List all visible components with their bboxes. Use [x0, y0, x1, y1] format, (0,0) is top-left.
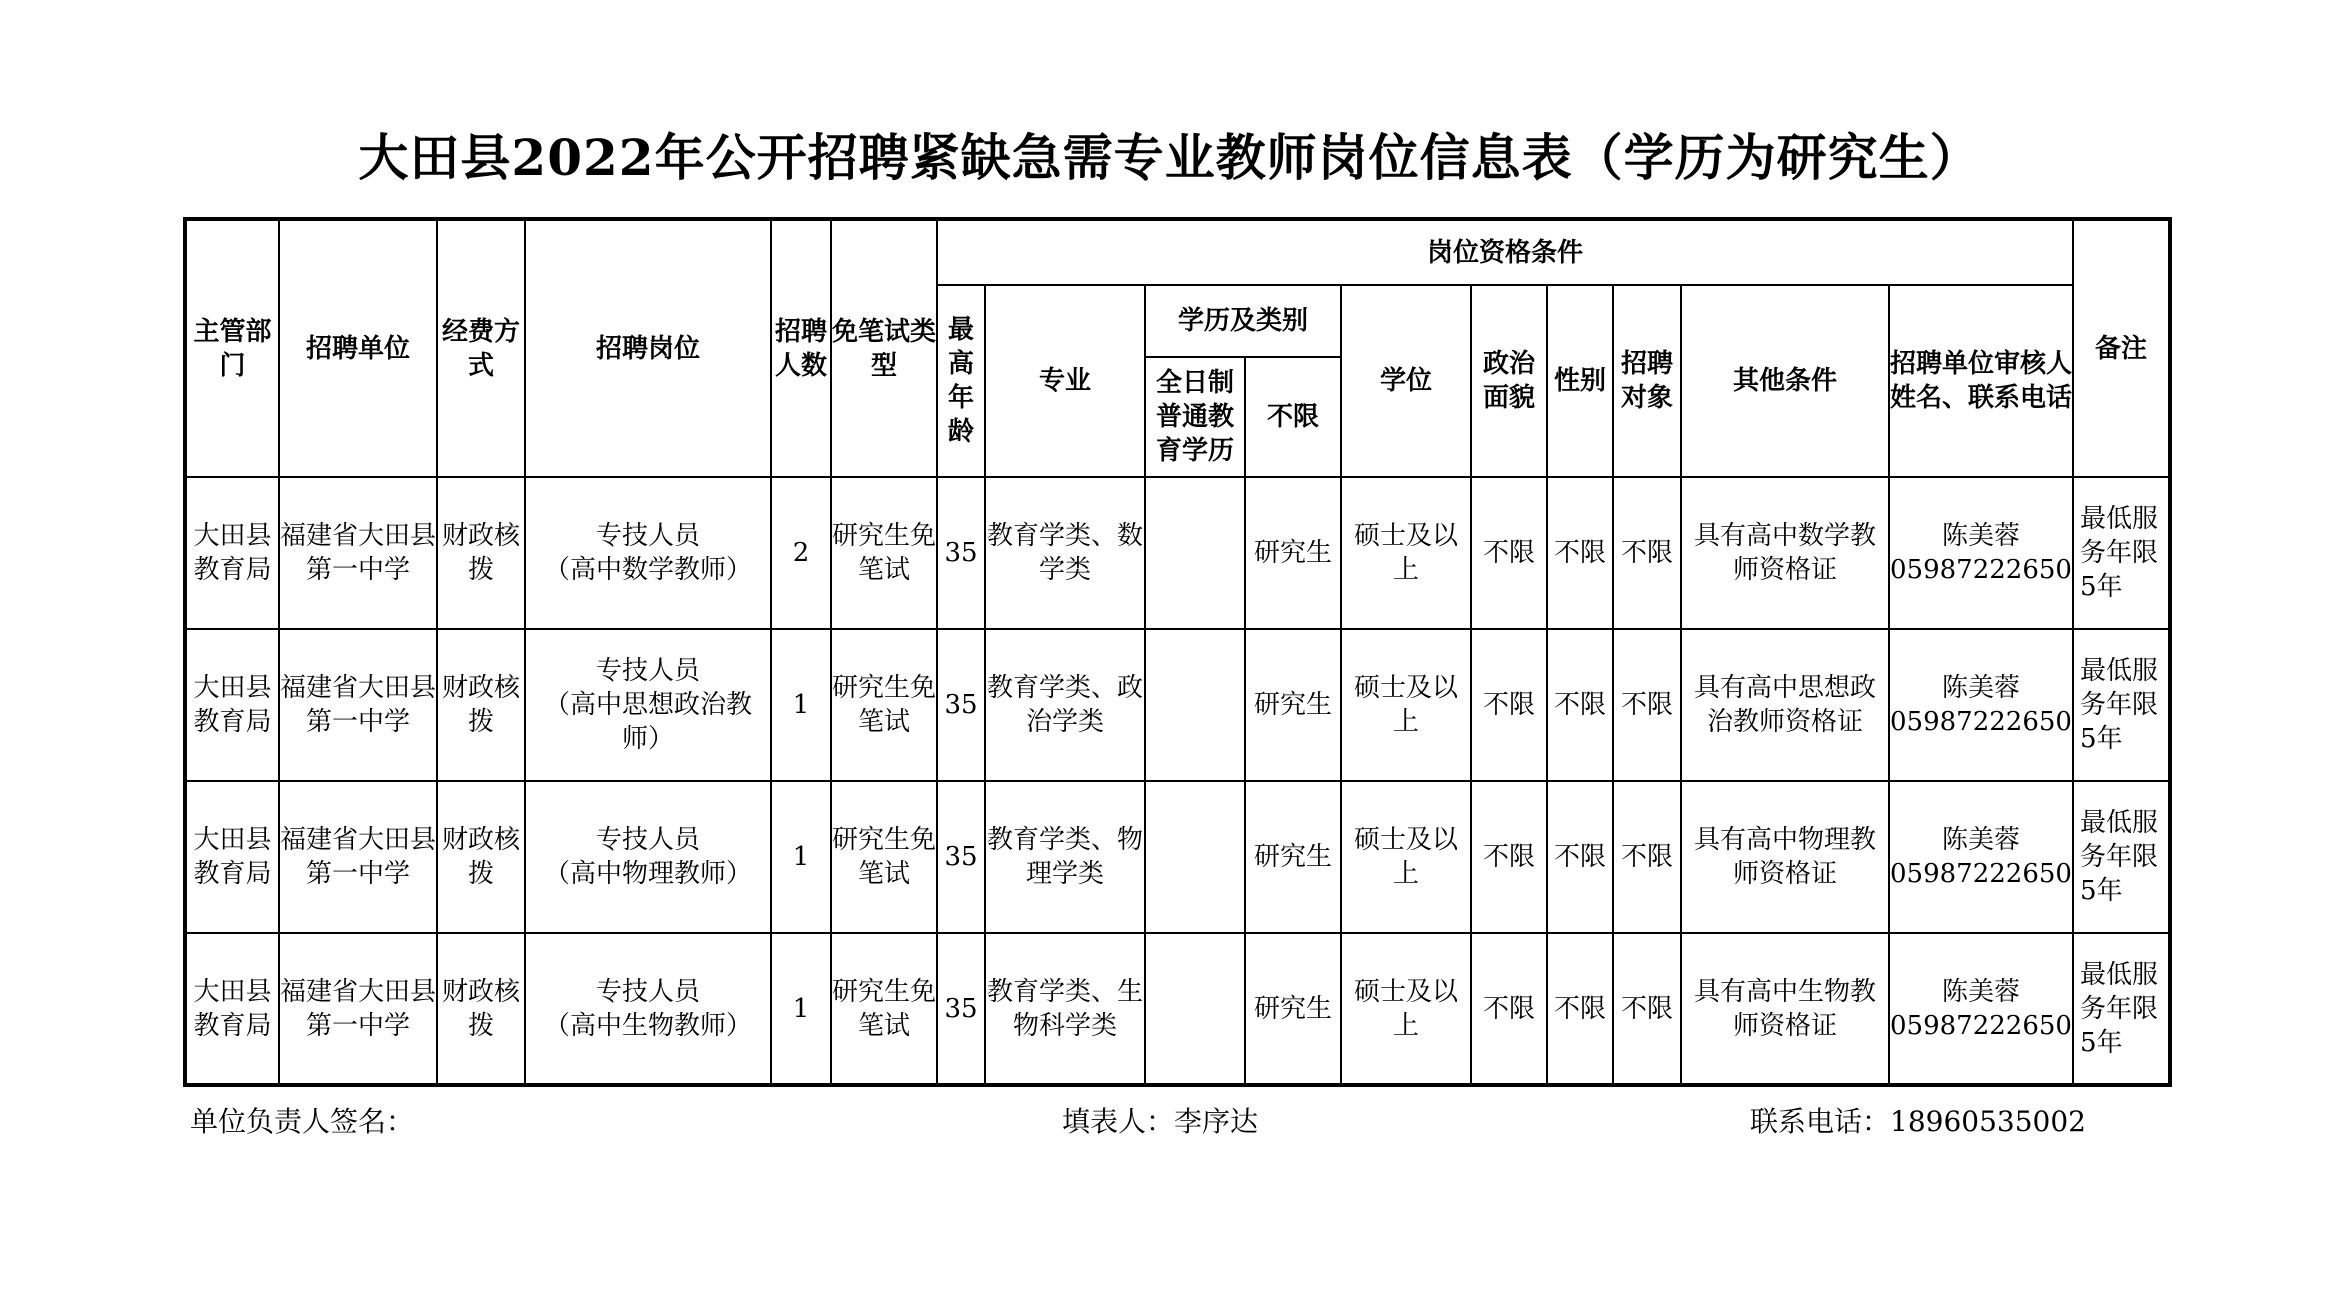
row-unlimited: 研究生 [1245, 629, 1341, 781]
row-fulltime [1145, 933, 1245, 1085]
row-unit: 福建省大田县第一中学 [279, 629, 437, 781]
row-count: 1 [771, 781, 831, 933]
position-title: 专技人员 [595, 825, 700, 855]
row-funding: 财政核拨 [437, 629, 525, 781]
row-unit: 福建省大田县第一中学 [279, 781, 437, 933]
reviewer-name: 陈美蓉 [1941, 673, 2020, 703]
table-header [185, 219, 2170, 477]
position-title: 专技人员 [595, 521, 700, 551]
header-education: 学历及类别 [1145, 285, 1341, 357]
row-count: 2 [771, 477, 831, 629]
reviewer-name: 陈美蓉 [1941, 521, 2020, 551]
row-exam: 研究生免笔试 [831, 781, 937, 933]
row-other: 具有高中物理教师资格证 [1681, 781, 1889, 933]
row-unlimited: 研究生 [1245, 933, 1341, 1085]
row-dept: 大田县教育局 [185, 629, 279, 781]
row-remark: 最低服务年限5年 [2073, 781, 2170, 933]
header-count: 招聘人数 [771, 219, 831, 477]
reviewer-phone: 05987222650 [1890, 1010, 2072, 1041]
position-detail: （高中物理教师） [543, 859, 752, 889]
row-degree: 硕士及以上 [1341, 933, 1471, 1085]
row-count: 1 [771, 933, 831, 1085]
contact-phone: 联系电话：18960535002 [1750, 1105, 2086, 1138]
row-reviewer [1889, 477, 2073, 629]
row-degree: 硕士及以上 [1341, 629, 1471, 781]
row-major: 教育学类、生物科学类 [985, 933, 1145, 1085]
header-unlimited: 不限 [1245, 357, 1341, 477]
position-detail: （高中数学教师） [543, 555, 752, 585]
row-exam: 研究生免笔试 [831, 629, 937, 781]
row-other: 具有高中生物教师资格证 [1681, 933, 1889, 1085]
table-row [185, 781, 2170, 933]
row-target: 不限 [1613, 477, 1681, 629]
row-remark: 最低服务年限5年 [2073, 629, 2170, 781]
header-political: 政治面貌 [1471, 285, 1547, 477]
header-reviewer: 招聘单位审核人姓名、联系电话 [1889, 285, 2073, 477]
row-reviewer [1889, 629, 2073, 781]
header-target: 招聘对象 [1613, 285, 1681, 477]
position-title: 专技人员 [595, 656, 700, 686]
row-funding: 财政核拨 [437, 933, 525, 1085]
row-exam: 研究生免笔试 [831, 933, 937, 1085]
row-fulltime [1145, 781, 1245, 933]
reviewer-name: 陈美蓉 [1941, 976, 2020, 1007]
header-position: 招聘岗位 [525, 219, 771, 477]
reviewer-phone: 05987222650 [1890, 555, 2072, 585]
header-major: 专业 [985, 285, 1145, 477]
header-max-age: 最高年龄 [937, 285, 985, 477]
row-remark: 最低服务年限5年 [2073, 477, 2170, 629]
row-political: 不限 [1471, 781, 1547, 933]
row-unit: 福建省大田县第一中学 [279, 477, 437, 629]
header-remark: 备注 [2073, 219, 2170, 477]
position-detail: （高中思想政治教师） [543, 690, 752, 754]
row-dept: 大田县教育局 [185, 933, 279, 1085]
header-unit: 招聘单位 [279, 219, 437, 477]
table-row [185, 477, 2170, 629]
row-fulltime [1145, 477, 1245, 629]
table-body [185, 477, 2170, 1085]
row-position [525, 477, 771, 629]
header-exam: 免笔试类型 [831, 219, 937, 477]
row-count: 1 [771, 629, 831, 781]
header-other: 其他条件 [1681, 285, 1889, 477]
row-political: 不限 [1471, 933, 1547, 1085]
job-info-table [183, 217, 2172, 1087]
header-fulltime: 全日制普通教育学历 [1145, 357, 1245, 477]
row-gender: 不限 [1547, 933, 1613, 1085]
row-gender: 不限 [1547, 477, 1613, 629]
row-political: 不限 [1471, 629, 1547, 781]
row-unlimited: 研究生 [1245, 477, 1341, 629]
reviewer-name: 陈美蓉 [1941, 825, 2020, 855]
row-target: 不限 [1613, 629, 1681, 781]
page-title: 大田县2022年公开招聘紧缺急需专业教师岗位信息表（学历为研究生） [358, 128, 1981, 187]
row-dept: 大田县教育局 [185, 477, 279, 629]
table-row [185, 933, 2170, 1085]
row-major: 教育学类、物理学类 [985, 781, 1145, 933]
row-position [525, 629, 771, 781]
row-target: 不限 [1613, 781, 1681, 933]
position-title: 专技人员 [595, 976, 700, 1007]
row-remark: 最低服务年限5年 [2073, 933, 2170, 1085]
row-fulltime [1145, 629, 1245, 781]
header-degree: 学位 [1341, 285, 1471, 477]
row-reviewer [1889, 781, 2073, 933]
row-max-age: 35 [937, 629, 985, 781]
row-reviewer [1889, 933, 2073, 1085]
row-degree: 硕士及以上 [1341, 477, 1471, 629]
row-gender: 不限 [1547, 781, 1613, 933]
header-funding: 经费方式 [437, 219, 525, 477]
row-other: 具有高中数学教师资格证 [1681, 477, 1889, 629]
row-major: 教育学类、政治学类 [985, 629, 1145, 781]
reviewer-phone: 05987222650 [1890, 859, 2072, 889]
header-dept: 主管部门 [185, 219, 279, 477]
header-qualification: 岗位资格条件 [937, 219, 2073, 285]
reviewer-phone: 05987222650 [1890, 707, 2072, 737]
row-major: 教育学类、数学类 [985, 477, 1145, 629]
row-degree: 硕士及以上 [1341, 781, 1471, 933]
header-gender: 性别 [1547, 285, 1613, 477]
row-unit: 福建省大田县第一中学 [279, 933, 437, 1085]
row-position [525, 933, 771, 1085]
row-funding: 财政核拨 [437, 477, 525, 629]
row-max-age: 35 [937, 477, 985, 629]
row-other: 具有高中思想政治教师资格证 [1681, 629, 1889, 781]
table-row [185, 629, 2170, 781]
row-position [525, 781, 771, 933]
row-gender: 不限 [1547, 629, 1613, 781]
row-max-age: 35 [937, 933, 985, 1085]
row-dept: 大田县教育局 [185, 781, 279, 933]
row-exam: 研究生免笔试 [831, 477, 937, 629]
row-unlimited: 研究生 [1245, 781, 1341, 933]
row-max-age: 35 [937, 781, 985, 933]
position-detail: （高中生物教师） [543, 1010, 752, 1041]
signature-label: 单位负责人签名： [190, 1105, 415, 1138]
row-political: 不限 [1471, 477, 1547, 629]
row-funding: 财政核拨 [437, 781, 525, 933]
filler-label: 填表人：李序达 [1062, 1105, 1259, 1138]
row-target: 不限 [1613, 933, 1681, 1085]
